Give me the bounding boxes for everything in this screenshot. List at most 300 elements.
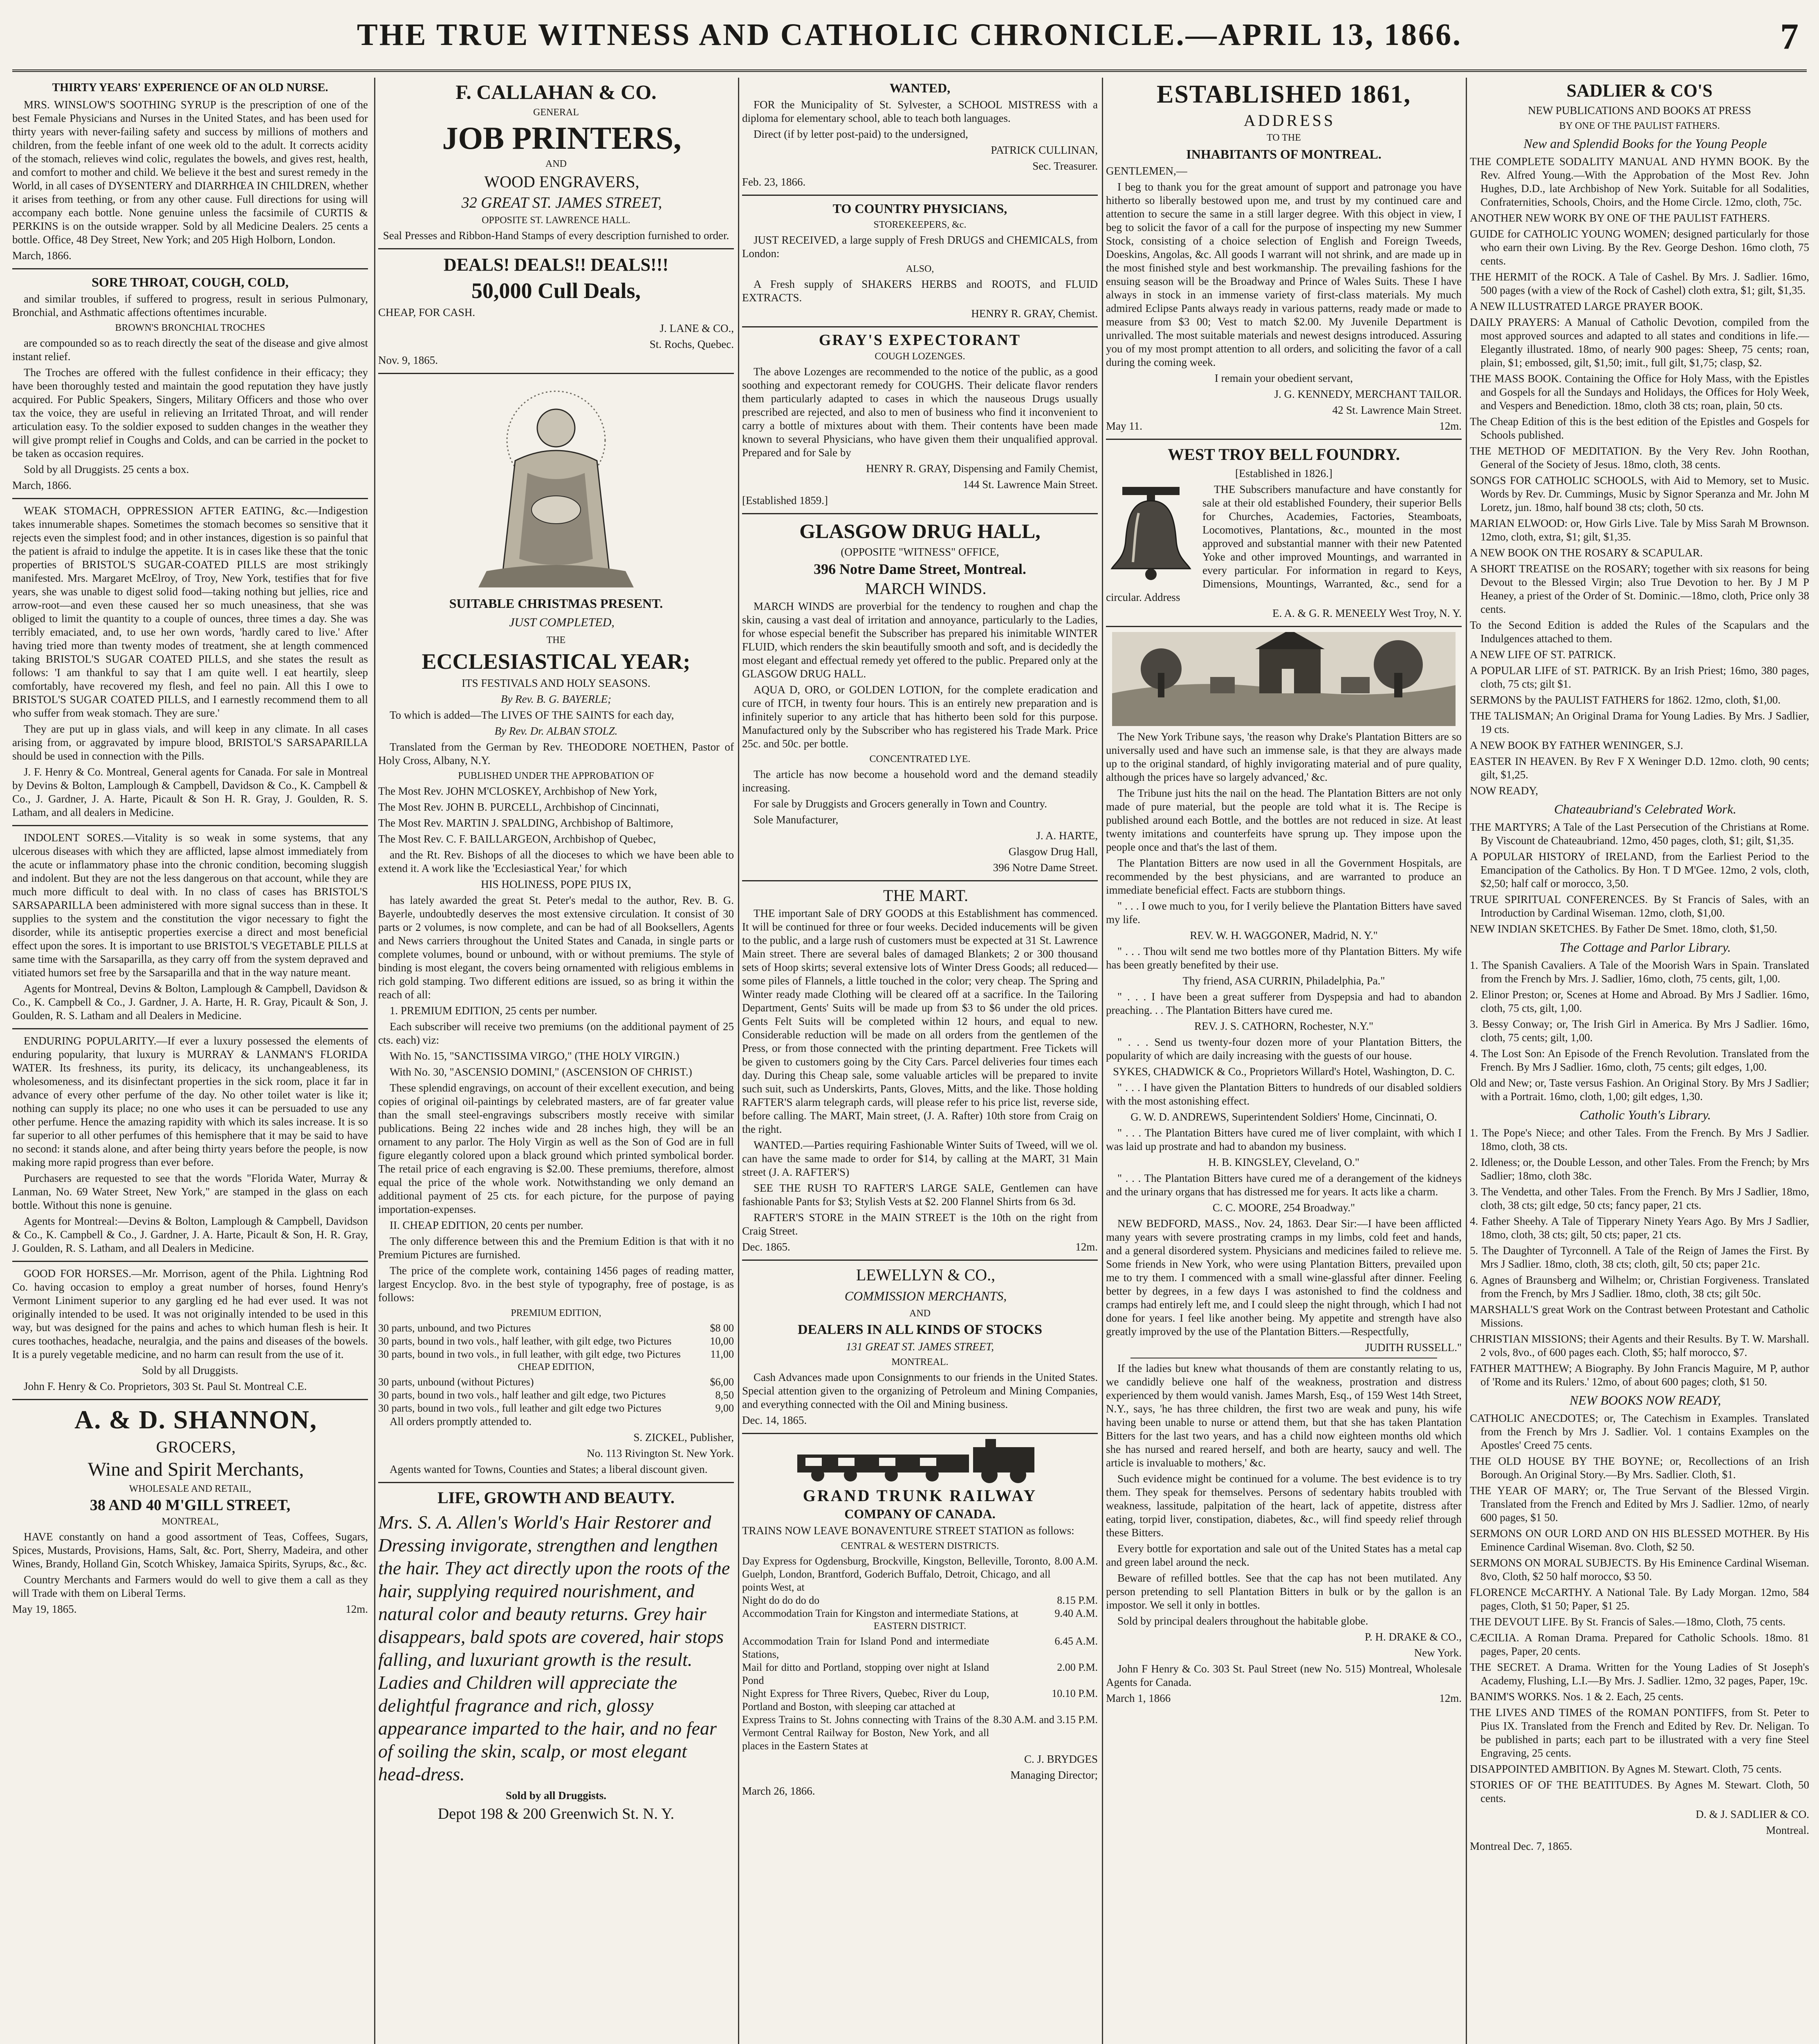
gtr-east-heading: EASTERN DISTRICT. [873, 1621, 967, 1632]
divider [378, 373, 734, 374]
table-row: 30 parts, unbound (without Pictures) $6,00 [378, 1376, 734, 1388]
table-row: Night do do do do 8.15 P.M. [742, 1594, 1098, 1606]
callahan-opposite: OPPOSITE ST. LAWRENCE HALL. [482, 215, 630, 226]
testimonial-5-signature: G. W. D. ANDREWS, Superintendent Soldiers' Home, Cincinnati, O. [1130, 1111, 1437, 1123]
divider [1106, 439, 1462, 440]
expectorant-title: GRAY'S EXPECTORANT [819, 332, 1021, 349]
callahan-address: 32 GREAT ST. JAMES STREET, [461, 194, 662, 211]
deals-cheap: CHEAP, FOR CASH. [378, 306, 475, 318]
sadlier-by: BY ONE OF THE PAULIST FATHERS. [1559, 121, 1720, 131]
book-listing: FLORENCE McCARTHY. A National Tale. By Lady Morgan. 12mo, 584 pages, Cloth, $1 50; Paper, $1 25. [1470, 1586, 1809, 1612]
troches-sold: Sold by all Druggists. 25 cents a box. [24, 463, 189, 475]
glasgow-address: 396 Notre Dame Street, Montreal. [814, 561, 1026, 577]
book-listing: To the Second Edition is added the Rules of the Scapulars and the Indulgences attached to them. [1470, 619, 1809, 645]
column-5 [1470, 78, 1809, 2044]
table-row: Accommodation Train for Kingston and intermediate Stations, at 9.40 A.M. [742, 1607, 1098, 1619]
horses-ad: GOOD FOR HORSES.—Mr. Morrison, agent of the Phila. Lightning Rod Co. having occasion to employ a great number of horses, found Henry's Vermont Liniment superior to any gargling ed he had ever used. It was not originally intended to be used. It was not originally intended to be used in this way, but was designed for the pains and aches to which human flesh is heir. It cures toothaches, headache, neuralgia, and the pains and diseases of the bowels. It is a purely vegetable medicine, and no harm can result from the use of it. [12, 1267, 368, 1360]
florida-water-note: Purchasers are requested to see that the words "Florida Water, Murray & Lanman, No. 69 Water Street, New York," are stamped in the glass on each bottle. Without this none is genuine. [12, 1172, 368, 1211]
deals-signature: J. LANE & CO., [659, 322, 734, 334]
sadlier-new: New and Splendid Books for the Young People [1523, 136, 1767, 151]
book-listing: TRUE SPIRITUAL CONFERENCES. By St Francis of Sales, with an Introduction by Cardinal Wiseman. 12mo, cloth, $1,00. [1470, 893, 1809, 919]
book-listing: ANOTHER NEW WORK BY ONE OF THE PAULIST FATHERS. [1470, 212, 1770, 224]
shannon-note: Country Merchants and Farmers would do well to give them a call as they will Trade with them on Liberal Terms. [12, 1573, 368, 1599]
book-listing: NOW READY, [1470, 784, 1539, 797]
table-row: Night Express for Three Rivers, Quebec, River du Loup, Portland and Boston, with sleeping car attached at 10.10 P.M. [742, 1688, 1098, 1712]
testimonial-5: " . . . I have given the Plantation Bitters to hundreds of our disabled soldiers with the most astonishing effect. [1106, 1081, 1462, 1107]
established-inhabitants: INHABITANTS OF MONTREAL. [1186, 147, 1382, 161]
book-listing: 6. Agnes of Braunsberg and Wilhelm; or, Christian Forgiveness. Translated from the French, by Mrs J Sadlier. 18mo, cloth, 38 cts; gilt 50c. [1470, 1274, 1809, 1300]
book-listing: SERMONS ON MORAL SUBJECTS. By His Eminence Cardinal Wiseman. 8vo, Cloth, $2 50 half morocco, $3 50. [1470, 1557, 1809, 1582]
divider [742, 1260, 1098, 1261]
year-completed: JUST COMPLETED, [509, 616, 615, 629]
edition-1c: With No. 15, "SANCTISSIMA VIRGO," (THE HOLY VIRGIN.) [390, 1050, 680, 1062]
mart-body: THE important Sale of DRY GOODS at this Establishment has commenced. It will be continued for three or four weeks. Decided inducements will be given to the public, and a large rush of customers must be expected at 31 St. Lawrence Main street. There are several bales of damaged Blankets; 2 or 300 thousand sets of Hoop skirts; several extensive lots of Winter Dress Goods; all reduced—some piles of Flannels, a little touched in the color; very cheap. The Spring and Winter ready made Clothing will be cleared off at a sacrifice. In the Tailoring Department, Gents' Suits will be made up from $3 to $6 under the old prices. Gents Felt Suits will be completed within 12 hours, and equal to new. Considerable reduction will be made on all orders from the gentlemen of the Press, or from those connected with the printing department. Free Tickets will be given to customers going by the City Cars. Parcel deliveries four times each day. During this Cheap sale, some valuable articles will be prepared to invite such suit, such as Underskirts, Pants, Gloves, Mitts, and the like. Those holding RAFTER'S alarm telegraph cards, will please refer to his price list, reverse side, before calling. The MART, Main street, (J. A. Rafter) 10th store from Craig on the right. [742, 907, 1098, 1135]
physicians-title: TO COUNTRY PHYSICIANS, [832, 201, 1007, 216]
table-row: 30 parts, bound in two vols., full leather and gilt edge two Pictures 9,00 [378, 1402, 734, 1414]
wanted-signature: PATRICK CULLINAN, [991, 144, 1098, 156]
divider [742, 195, 1098, 196]
wanted-signature-2: Sec. Treasurer. [1032, 160, 1098, 172]
ad-tag: 12m. [1075, 1241, 1098, 1253]
approbation-3: The Most Rev. MARTIN J. SPALDING, Archbishop of Baltimore, [378, 817, 673, 829]
book-listing: SERMONS by the PAULIST FATHERS for 1862. 12mo, cloth, $1,00. [1470, 694, 1781, 706]
book-listing: THE LIVES AND TIMES of the ROMAN PONTIFFS, from St. Peter to Pius IX. Translated from the French and Edited by Rev. Dr. Neligan. To be published in parts; each part to be illustrated with a very fine Steel Engraving, 25 cents. [1470, 1706, 1809, 1759]
expectorant-established: [Established 1859.] [742, 494, 828, 507]
deals-place: St. Rochs, Quebec. [649, 338, 734, 350]
table-row: 30 parts, unbound, and two Pictures $8 00 [378, 1322, 734, 1334]
glasgow-lye-body: The article has now become a household word and the demand steadily increasing. [742, 768, 1098, 794]
expectorant-address: 144 St. Lawrence Main Street. [963, 478, 1098, 491]
book-listing: 1. The Pope's Niece; and other Tales. From the French. By Mrs J Sadlier. 18mo, cloth, 38 cts. [1470, 1127, 1809, 1152]
ad-tag: 12m. [1439, 1692, 1462, 1704]
year-author2: By Rev. Dr. ALBAN STOLZ. [494, 725, 618, 737]
book-listing: 4. Father Sheehy. A Tale of Tipperary Ninety Years Ago. By Mrs J Sadlier, 18mo, cloth, 38 cts; gilt, 50 cts; paper, 21 cts. [1470, 1215, 1809, 1241]
price-table-cheap [378, 1376, 734, 1415]
book-listing: THE YEAR OF MARY; or, The True Servant of the Blessed Virgin. Translated from the French and Edited by Mrs J. Sadlier. 12mo, of nearly 600 pages, $1 50. [1470, 1484, 1809, 1524]
book-listing: THE HERMIT of the ROCK. A Tale of Cashel. By Mrs. J. Sadlier. 16mo, 500 pages (with a view of the Rock of Cashel) cloth extra, $1; gilt, $1,35. [1470, 271, 1809, 296]
shannon-address: 38 AND 40 M'GILL STREET, [90, 1497, 291, 1514]
bell-block [1106, 483, 1462, 607]
price-heading-2: CHEAP EDITION, [518, 1362, 594, 1372]
book-listing: CHRISTIAN MISSIONS; their Agents and their Results. By T. W. Marshall. 2 vols, 8vo., of 600 pages each. Cloth, $5; half morocco, $7. [1470, 1333, 1809, 1358]
divider [742, 880, 1098, 881]
bitters-body-2: The Tribune just hits the nail on the head. The Plantation Bitters are not only made of pure material, but the people are told what it is. The Recipe is published around each Bottle, and the bottles are not reduced in size. At least twenty imitations and counterfeits have sprung up. They impose upon the people once and that's the last of them. [1106, 787, 1462, 853]
book-listing: A NEW ILLUSTRATED LARGE PRAYER BOOK. [1470, 300, 1703, 312]
book-list-3 [1470, 959, 1809, 1103]
physicians-signature: HENRY R. GRAY, Chemist. [971, 307, 1098, 320]
book-listing: THE MASS BOOK. Containing the Office for Holy Mass, with the Epistles and Gospels for all the Sundays and Holidays, the Offices for Holy Week, and Vespers and Benediction. 18mo, cloth 38 cts; roan, plain, 50 cts. [1470, 372, 1809, 412]
divider [12, 498, 368, 499]
book-listing: CÆCILIA. A Roman Drama. Prepared for Catholic Schools. 18mo. 81 pages, Paper, 20 cents. [1470, 1632, 1809, 1657]
approbation-2: The Most Rev. JOHN B. PURCELL, Archbishop of Cincinnati, [378, 801, 659, 813]
book-listing: SERMONS ON OUR LORD AND ON HIS BLESSED MOTHER. By His Eminence Cardinal Wiseman. 8vo. Cloth, $2 50. [1470, 1527, 1809, 1553]
hair-restorer-ad: Mrs. S. A. Allen's World's Hair Restorer and Dressing invigorate, strengthen and lengthen the hair. They act directly upon the roots of the hair, supplying required nourishment, and natural color and beauty returns. Grey hair disappears, bald spots are covered, hair stops falling, and luxuriant growth is the result. Ladies and Children will appreciate the delightful fragrance and rich, glossy appearance imparted to the hair, and no fear of soiling the skin, scalp, or most elegant head-dress. [378, 1512, 730, 1784]
approbation-1: The Most Rev. JOHN M'CLOSKEY, Archbishop of New York, [378, 785, 657, 797]
page-number: 7 [1780, 16, 1799, 57]
book-listing: A POPULAR LIFE of ST. PATRICK. By an Irish Priest; 16mo, 380 pages, cloth, 75 cts; gilt $1. [1470, 664, 1809, 690]
table-row: 30 parts, bound in two vols., in full leather, with gilt edge, two Pictures 11,00 [378, 1348, 734, 1360]
table-row: Accommodation Train for Island Pond and intermediate Stations, 6.45 A.M. [742, 1635, 1098, 1660]
glasgow-aqua: AQUA D, ORO, or GOLDEN LOTION, for the complete eradication and cure of ITCH, in twenty four hours. This is an entirely new preparation and is infinitely superior to any article that has hitherto been sold for this purpose. Manufactured only by the Subscriber who has registered his Trade Mark. Price 25c. and 50c. per bottle. [742, 684, 1098, 750]
book-listing: DAILY PRAYERS: A Manual of Catholic Devotion, compiled from the most approved sources and adapted to all states and conditions in life.—Elegantly illustrated. 18mo, of nearly 900 pages: Sheep, 75 cents; roan, plain, $1; embossed, gilt, $1,50; imit., full gilt, $1,75; clasp, $2. [1470, 316, 1809, 369]
shannon-merchants: Wine and Spirit Merchants, [87, 1459, 304, 1480]
book-listing: THE COMPLETE SODALITY MANUAL AND HYMN BOOK. By the Rev. Alfred Young.—With the Approbation of the Most Rev. John Hughes, D.D., late Archbishop of New York. Suitable for all Sodalities, Confraternities, Schools, Choirs, and the Home Circle. 12mo, cloth, 75c. [1470, 155, 1809, 208]
column-4 [1106, 78, 1462, 2044]
locomotive-engraving [793, 1439, 1047, 1484]
ad-date: Feb. 23, 1866. [742, 176, 806, 188]
established-greeting: GENTLEMEN,— [1106, 165, 1187, 177]
glasgow-march: MARCH WINDS. [865, 579, 987, 598]
bitters-body-1: The New York Tribune says, 'the reason why Drake's Plantation Bitters are so universally used and have such an immense sale, is that they are always made up to the original standard, of highly invigorating material and of pure quality, although the prices have so largely advanced,' &c. [1106, 731, 1462, 783]
year-pius: HIS HOLINESS, POPE PIUS IX, [481, 878, 631, 890]
edition-1b: Each subscriber will receive two premiums (on the additional payment of 25 cts. each) viz: [378, 1020, 734, 1046]
glasgow-sale: For sale by Druggists and Grocers generally in Town and Country. [754, 798, 1047, 810]
glasgow-signature: J. A. HARTE, [1036, 829, 1098, 842]
established-body: I beg to thank you for the great amount of support and patronage you have hitherto so liberally bestowed upon me, and trust by my continued care and attention to secure the same in a still larger degree. With this object in view, I beg to solicit the favor of a call for the purpose of inspecting my new Summer Stock, consisting of a choice selection of English and Foreign Tweeds, Doeskins, Angolas, &c. All goods I warrant will not shrink, and are made up in the most finished style and best workmanship. The prevailing fashions for the ensuing season will be the Broadway and Prince of Wales Suits. These I have always in stock in an immense variety of first-class materials. My much admired Eclipse Pants always ready in various patterns, ready made or made to measure from $3 00; Vest to match $2.00. My Juvenile Department is unrivalled. The most suitable materials and newest designs introduced. Assuring you of my most prompt attention to all orders, and soliciting the favor of a call during the coming week. [1106, 181, 1462, 368]
indolent-sores-ad: INDOLENT SORES.—Vitality is so weak in some systems, that any ulcerous diseases with which they are afflicted, lapse almost immediately from the acute or inflammatory phase into the chronic condition, becoming sluggish and indolent. But they are not the less dangerous on that account, while they are much more difficult to deal with. In no class of cases has BRISTOL'S SARSAPARILLA been administered with more signal success than in these. It supplies to the system and the constitution the vigor necessary to fight the disorder, while its antiseptic properties exercise a direct and most beneficial effect upon the sores. It is important to use BRISTOL'S VEGETABLE PILLS at same time with the Sarsaparilla, as they carry off from the system depraved and vitiated humors set free by the Sarsaparilla and that in the way nature meant. [12, 831, 368, 979]
glasgow-signature-2: Glasgow Drug Hall, [1008, 845, 1098, 858]
masthead [12, 8, 1807, 72]
column-1 [12, 78, 368, 2044]
shannon-body: HAVE constantly on hand a good assortment of Teas, Coffees, Sugars, Spices, Mustards, Provisions, Hams, Salt, &c. Port, Sherry, Madeira, and other Wines, Brandy, Holland Gin, Scotch Whiskey, Jamaica Spirits, Syrups, &c., &c. [12, 1531, 368, 1570]
book-listing: DISAPPOINTED AMBITION. By Agnes M. Stewart. Cloth, 75 cents. [1470, 1763, 1782, 1775]
divider [742, 326, 1098, 327]
year-body-1: and the Rt. Rev. Bishops of all the dioceses to which we have been able to extend it. A work like the 'Ecclesiastical Year,' for which [378, 849, 734, 874]
edition-2: II. CHEAP EDITION, 20 cents per number. [390, 1219, 583, 1231]
book-list-5 [1470, 1412, 1809, 1805]
established-signature-2: 42 St. Lawrence Main Street. [1332, 404, 1462, 416]
callahan-job-printers: JOB PRINTERS, [442, 120, 682, 156]
testimonial-7: " . . . The Plantation Bitters have cured me of a derangement of the kidneys and the urinary organs that has distressed me for years. It acts like a charm. [1106, 1172, 1462, 1198]
lewellyn-and: AND [909, 1308, 931, 1319]
expectorant-sub: COUGH LOZENGES. [875, 351, 965, 362]
book-listing: 5. The Daughter of Tyrconnell. A Tale of the Reign of James the First. By Mrs J Sadlier. 18mo, cloth, 38 cts; cloth, gilt, 50 cts; paper 21c. [1470, 1244, 1809, 1270]
price-table-premium [378, 1322, 734, 1361]
bitters-body-6: Every bottle for exportation and sale out of the United States has a metal cap and green label around the neck. [1106, 1542, 1462, 1568]
year-body-4: The only difference between this and the Premium Edition is that with it no Premium Pictures are furnished. [378, 1235, 734, 1261]
wanted-title: WANTED, [889, 81, 951, 95]
ad-date: March, 1866. [12, 479, 72, 491]
column-rule [1466, 78, 1467, 2044]
bitters-signature: P. H. DRAKE & CO., [1364, 1631, 1462, 1643]
book-listing: MARIAN ELWOOD: or, How Girls Live. Tale by Miss Sarah M Brownson. 12mo, cloth, extra, $1; gilt, $1,35. [1470, 517, 1809, 543]
sadlier-city: Montreal. [1766, 1824, 1809, 1836]
ad-date: March 26, 1866. [742, 1785, 815, 1797]
divider [12, 268, 368, 269]
column-rule [738, 78, 739, 2044]
book-listing: STORIES OF OF THE BEATITUDES. By Agnes M. Stewart. Cloth, 50 cents. [1470, 1779, 1809, 1804]
gtr-signature: C. J. BRYDGES [1024, 1753, 1098, 1765]
bitters-letter-signature: JUDITH RUSSELL." [1365, 1341, 1462, 1354]
year-body-3: These splendid engravings, on account of their excellent execution, and being copies of original oil-paintings by celebrated masters, are of far greater value than the small steel-engravings subscribers mostly receive with similar publications. Being 22 inches wide and 28 inches high, they will be an ornament to any parlor. The Holy Virgin as well as the Son of God are in full figure elegantly colored upon a black ground which printed symbolical border. The retail price of each engraving is $2.00. These premiums, therefore, almost equal the price of the whole work. Notwithstanding we only demand an additional payment of 25 cts. for each picture, for the purpose of paying importation-expenses. [378, 1082, 734, 1215]
florida-water-agents: Agents for Montreal:—Devins & Bolton, Lamplough & Campbell, Davidson & Co., K. Campbell & Co., J. Gardner, J. A. Harte, Picault & Son, H. R. Gray, J. Goulden, R. S. Latham, and all Dealers in Medicine. [12, 1215, 368, 1254]
sadlier-sub: NEW PUBLICATIONS AND BOOKS AT PRESS [1528, 104, 1751, 117]
book-listing: MARSHALL'S great Work on the Contrast between Protestant and Catholic Missions. [1470, 1303, 1809, 1329]
ad-date: Montreal Dec. 7, 1865. [1470, 1840, 1572, 1852]
year-added: To which is added—The LIVES OF THE SAINTS for each day, [390, 709, 674, 721]
youth-heading: Catholic Youth's Library. [1579, 1107, 1711, 1122]
bitters-body-4: If the ladies but knew what thousands of them are constantly relating to us, we candidly believe one half of the weakness, prostration and distress experienced by them would vanish. James Marsh, Esq., of 159 West 14th Street, N.Y., says, 'he has three children, the first two are weak and puny, his wife having been unable to nurse or attend them, but that she has taken Plantation Bitters for the last two years, and has a child now eighteen months old which she has nursed and reared herself, and both are hearty, saucy and well. The article is invaluable to mothers,' &c. [1106, 1362, 1462, 1469]
established-remain: I remain your obedient servant, [1214, 372, 1353, 384]
troches-text-2: The Troches are offered with the fullest confidence in their efficacy; they have been thoroughly tested and maintain the good reputation they have justly acquired. For Public Speakers, Singers, Military Officers and those who over tax the voice, they are useful in relieving an Irritated Throat, and will render articulation easy. To the soldier exposed to sudden changes in the weather they will give prompt relief in Coughs and Colds, and can be carried in the pocket to be taken as occasion requires. [12, 366, 368, 459]
deals-title: DEALS! DEALS!! DEALS!!! [443, 255, 669, 275]
book-listing: THE OLD HOUSE BY THE BOYNE; or, Recollections of an Irish Borough. An Original Story.—By Mrs. Sadlier. Cloth, $1. [1470, 1455, 1809, 1481]
book-listing: THE MARTYRS; A Tale of the Last Persecution of the Christians at Rome. By Viscount de Chateaubriand. 12mo, 450 pages, cloth, $1; gilt, $1,35. [1470, 821, 1809, 847]
testimonial-4-signature: SYKES, CHADWICK & Co., Proprietors Willard's Hotel, Washington, D. C. [1112, 1065, 1455, 1078]
lewellyn-address: 131 GREAT ST. JAMES STREET, [846, 1340, 994, 1353]
ad-date: May 19, 1865. [12, 1603, 77, 1615]
wanted-direct: Direct (if by letter post-paid) to the undersigned, [754, 128, 968, 140]
book-listing: EASTER IN HEAVEN. By Rev F X Weninger D.D. 12mo. cloth, 90 cents; gilt, $1,25. [1470, 755, 1809, 781]
chateaubriand-heading: Chateaubriand's Celebrated Work. [1554, 802, 1736, 816]
ad-tag: 12m. [345, 1603, 368, 1615]
mart-rush: SEE THE RUSH TO RAFTER'S LARGE SALE, Gentlemen can have fashionable Pants for $3; Stylish Vests at $2. 200 Flannel Shirts from 6s 3d. [742, 1182, 1098, 1208]
physicians-body: JUST RECEIVED, a large supply of Fresh DRUGS and CHEMICALS, from London: [742, 234, 1098, 260]
established-title: ESTABLISHED 1861, [1156, 81, 1411, 108]
book-listing: 1. The Spanish Cavaliers. A Tale of the Moorish Wars in Spain. Translated from the French by Mrs. J. Sadlier, 16mo, cloth, 75 cents, gilt, 1,00. [1470, 959, 1809, 985]
year-approbation: PUBLISHED UNDER THE APPROBATION OF [458, 771, 654, 781]
year-subtitle: ITS FESTIVALS AND HOLY SEASONS. [462, 677, 650, 689]
deals-sub: 50,000 Cull Deals, [471, 278, 641, 303]
year-translation: Translated from the German by Rev. THEODORE NOETHEN, Pastor of Holy Cross, Albany, N.Y. [378, 741, 734, 766]
ad-date: Dec. 14, 1865. [742, 1414, 807, 1426]
bitters-body-7: Beware of refilled bottles. See that the cap has not been mutilated. Any person pretending to sell Plantation Bitters in bulk or by the gallon is an impostor. We sell it only in bottles. [1106, 1572, 1462, 1611]
glasgow-title: GLASGOW DRUG HALL, [799, 520, 1041, 542]
ad-date: March 1, 1866 [1106, 1692, 1171, 1704]
horses-sold: Sold by all Druggists. [142, 1364, 238, 1376]
publisher-address: No. 113 Rivington St. New York. [587, 1447, 734, 1459]
book-listing: A SHORT TREATISE on the ROSARY; together with six reasons for being Devout to the Blessed Virgin; also True Devotion to her. By J M P Heaney, a priest of the Order of St. Dominic.—18mo, cloth, Price only 38 cents. [1470, 563, 1809, 615]
henry-agents: J. F. Henry & Co. Montreal, General agents for Canada. For sale in Montreal by Devins & Bolton, Lamplough & Campbell, Davidson & Co., K. Campbell & Co., J. Gardner, J. A. Harte, Picault & Son H. R. Gray, J. Goulden, R. S. Latham, and all dealers in Medicine. [12, 766, 368, 818]
physicians-sub: STOREKEEPERS, &c. [873, 220, 967, 230]
sadlier-signature: D. & J. SADLIER & CO. [1696, 1808, 1809, 1820]
ad-date: March, 1866. [12, 249, 72, 262]
bitters-agent: John F Henry & Co. 303 St. Paul Street (new No. 515) Montreal, Wholesale Agents for Canada. [1106, 1663, 1462, 1688]
divider [1106, 626, 1462, 627]
book-listing: FATHER MATTHEW; A Biography. By John Francis Maguire, M P, author of 'Rome and its Rulers.' 12mo, of about 600 pages; cloth, $1 50. [1470, 1362, 1809, 1388]
lewellyn-sub: COMMISSION MERCHANTS, [844, 1289, 1007, 1303]
pills-text: They are put up in glass vials, and will keep in any climate. In all cases arising from, or aggravated by impure blood, BRISTOL'S SARSAPARILLA should be used in connection with the Pills. [12, 723, 368, 762]
testimonial-3-signature: REV. J. S. CATHORN, Rochester, N.Y." [1194, 1020, 1373, 1032]
divider [12, 1261, 368, 1262]
bitters-footer [1106, 1692, 1462, 1705]
book-listing: A POPULAR HISTORY of IRELAND, from the Earliest Period to the Emancipation of the Catholics. By Hon. T D M'Gee. 12mo, 2 vols, cloth, $2,50; half calf or morocco, 3,50. [1470, 850, 1809, 890]
book-listing: 2. Elinor Preston; or, Scenes at Home and Abroad. By Mrs J Sadlier. 16mo, cloth, 75 cts, gilt, 1,00. [1470, 988, 1809, 1014]
callahan-and: AND [545, 159, 567, 169]
lewellyn-dealers: DEALERS IN ALL KINDS OF STOCKS [797, 1322, 1043, 1337]
testimonial-7-signature: C. C. MOORE, 254 Broadway." [1212, 1201, 1355, 1214]
florida-water-ad: ENDURING POPULARITY.—If ever a luxury possessed the elements of enduring popularity, that luxury is MURRAY & LANMAN'S FLORIDA WATER. Its freshness, its purity, its delicacy, its unchangeableness, its wholesomeness, and its disinfectant properties in the sick room, place it far in advance of every other perfume of the day. No other toilet water is like it; nothing can supply its place; no one who uses it can be persuaded to use any other perfume. Hence the amazing rapidity with which its sales increase. It is so far superior to all other perfumes of this hemisphere that it may be said to have no second: it stands alone, and after being thirty years before the people, is now making more rapid progress than ever before. [12, 1035, 368, 1168]
sore-throat-heading: SORE THROAT, COUGH, COLD, [92, 275, 289, 289]
established-signature: J. G. KENNEDY, MERCHANT TAILOR. [1274, 388, 1462, 400]
shannon-city: MONTREAL, [161, 1516, 219, 1527]
lewellyn-city: MONTREAL. [891, 1357, 949, 1367]
divider [12, 1028, 368, 1029]
ad-date: Dec. 1865. [742, 1241, 790, 1253]
established-address: ADDRESS [1243, 111, 1336, 130]
glasgow-lye: CONCENTRATED LYE. [869, 754, 971, 764]
cottage-heading: The Cottage and Parlor Library. [1559, 940, 1731, 955]
gtr-sub: COMPANY OF CANADA. [844, 1506, 996, 1521]
mart-footer [742, 1240, 1098, 1254]
hair-title: LIFE, GROWTH AND BEAUTY. [437, 1488, 675, 1507]
book-list-1 [1470, 155, 1809, 798]
glasgow-signature-3: 396 Notre Dame Street. [993, 861, 1098, 874]
column-2 [378, 78, 734, 2044]
year-author: By Rev. B. G. BAYERLE; [500, 693, 612, 705]
soothing-syrup-ad: MRS. WINSLOW'S SOOTHING SYRUP is the prescription of one of the best Female Physicians and Nurses in the United States, and has been used for thirty years with never-failing safety and success by millions of mothers and children, from the feeble infant of one week old to the adult. It corrects acidity of the stomach, relieves wind colic, regulates the bowels, and gives rest, health, and comfort to mother and child. We believe it the best and surest remedy in the World, in all cases of DYSENTERY and DIARRHŒA IN CHILDREN, whether it arises from teething, or from any other cause. Full directions for using will accompany each bottle. None genuine unless the facsimile of CURTIS & PERKINS is on the outside wrapper. Sold by all Medicine Dealers. 25 cents a bottle. Office, 48 Dey Street, New York; and 205 High Holborn, London. [12, 99, 368, 246]
year-the: THE [546, 635, 566, 645]
sadlier-title: SADLIER & CO'S [1566, 81, 1713, 101]
book-listing: 2. Idleness; or, the Double Lesson, and other Tales. From the French; by Mrs Sadlier; 18mo, cloth 38c. [1470, 1156, 1809, 1182]
callahan-wood: WOOD ENGRAVERS, [484, 173, 639, 191]
book-list-4 [1470, 1126, 1809, 1389]
year-body-2: has lately awarded the great St. Peter's medal to the author, Rev. B. G. Bayerle, undoubtedly deserves the most extensive circulation. It consist of 30 parts or 2 volumes, is now complete, and can be had of all Booksellers, Agents and News carriers throughout the United States and Canada, in single parts or complete volumes, bound or unbound, with or without premiums. The style of binding is most elegant, the covers being ornamented with religious emblems in rich gold stamping. Two different editions are issued, so as bring it within the reach of all: [378, 894, 734, 1001]
book-listing: GUIDE for CATHOLIC YOUNG WOMEN; designed particularly for those who earn their own Living. By the Rev. George Deshon. 16mo cloth, 75 cents. [1470, 228, 1809, 267]
book-listing: A NEW BOOK BY FATHER WENINGER, S.J. [1470, 739, 1683, 751]
bell-body: THE Subscribers manufacture and have constantly for sale at their old established Foundery, their superior Bells for Churches, Academies, Factories, Steamboats, Locomotives, Plantations, &c., mounted in the most approved and substantial manner with their new Patented Yoke and other improved Mountings, and warranted in every particular. For information in regard to Keys, Dimensions, Mountings, Warranted, &c., send for a circular. Address [1106, 483, 1462, 603]
bell-signature: E. A. & G. R. MENEELY West Troy, N. Y. [1272, 607, 1462, 619]
divider [12, 825, 368, 826]
shannon-footer [12, 1602, 368, 1616]
price-heading-1: PREMIUM EDITION, [511, 1308, 601, 1318]
mart-title: THE MART. [883, 886, 968, 905]
nativity-engraving [462, 379, 650, 592]
lewellyn-title: LEWELLYN & CO., [856, 1266, 996, 1284]
bitters-body-5: Such evidence might be continued for a volume. The best evidence is to try them. They speak for themselves. Persons of sedentary habits troubled with weakness, lassitude, palpitation of the heart, lack of appetite, distress after eating, torpid liver, constipation, diabetes, &c., will find speedy relief through these Bitters. [1106, 1472, 1462, 1539]
bitters-signature-2: New York. [1414, 1647, 1462, 1659]
callahan-general: GENERAL [533, 107, 579, 118]
gtr-west-table [742, 1555, 1098, 1620]
new-books-heading: NEW BOOKS NOW READY, [1569, 1393, 1721, 1407]
testimonial-1: " . . . I owe much to you, for I verily believe the Plantation Bitters have saved my life. [1106, 900, 1462, 926]
book-listing: BANIM'S WORKS. Nos. 1 & 2. Each, 25 cents. [1470, 1690, 1684, 1703]
table-row: Day Express for Ogdensburg, Brockville, Kingston, Belleville, Toronto, Guelph, London, Brantford, Goderich Buffalo, Detroit, Chicago, and all points West, at 8.00 A.M. [742, 1555, 1098, 1593]
bell-title: WEST TROY BELL FOUNDRY. [1168, 445, 1400, 464]
testimonial-2-signature: Thy friend, ASA CURRIN, Philadelphia, Pa." [1182, 975, 1385, 987]
table-row: 30 parts, bound in two vols., half leather, with gilt edge, two Pictures 10,00 [378, 1335, 734, 1347]
nurse-heading: THIRTY YEARS' EXPERIENCE OF AN OLD NURSE. [52, 81, 328, 94]
testimonial-4: " . . . Send us twenty-four dozen more of your Plantation Bitters, the popularity of which are daily increasing with the guests of our house. [1106, 1036, 1462, 1062]
year-title: ECCLESIASTICAL YEAR; [422, 649, 691, 674]
glasgow-sole: Sole Manufacturer, [754, 814, 839, 826]
book-list-2 [1470, 820, 1809, 936]
book-listing: 4. The Lost Son: An Episode of the French Revolution. Translated from the French. By Mrs J Sadlier. 16mo, cloth, 75 cents; gilt edges, 1,00. [1470, 1047, 1809, 1073]
testimonial-2: " . . . Thou wilt send me two bottles more of thy Plantation Bitters. My wife has been greatly benefited by their use. [1106, 945, 1462, 971]
price-note: All orders promptly attended to. [390, 1415, 532, 1428]
gtr-title: GRAND TRUNK RAILWAY [803, 1486, 1037, 1505]
gtr-trains: TRAINS NOW LEAVE BONAVENTURE STREET STATION as follows: [742, 1524, 1074, 1537]
gtr-east-table [742, 1635, 1098, 1753]
testimonial-6: " . . . The Plantation Bitters have cured me of liver complaint, with which I was laid up prostrate and had to abandon my business. [1106, 1127, 1462, 1152]
book-listing: SONGS FOR CATHOLIC SCHOOLS, with Aid to Memory, set to Music. Words by Rev. Dr. Cummings, Music by Signor Speranza and Mr. John M Loretz, jun. 18mo, half bound 38 cts; cloth, 50 cts. [1470, 474, 1809, 513]
ad-date: May 11. [1106, 420, 1142, 432]
sore-throat-text: and similar troubles, if suffered to progress, result in serious Pulmonary, Bronchial, and Asthmatic affections oftentimes incurable. [12, 293, 368, 318]
approbation-4: The Most Rev. C. F. BAILLARGEON, Archbishop of Quebec, [378, 833, 656, 845]
divider [742, 513, 1098, 514]
publisher-signature: S. ZICKEL, Publisher, [633, 1431, 734, 1443]
table-row: Express Trains to St. Johns connecting with Trains of the Vermont Central Railway for Boston, New York, and all places in the Eastern States at 8.30 A.M. and 3.15 P.M. [742, 1714, 1098, 1752]
established-to: TO THE [1267, 132, 1301, 143]
established-footer [1106, 419, 1462, 433]
hair-depot: Depot 198 & 200 Greenwich St. N. Y. [437, 1805, 675, 1822]
book-listing: CATHOLIC ANECDOTES; or, The Catechism in Examples. Translated from the French by Mrs J. Sadlier. Vol. 1 contains Examples on the Apostles' Creed 75 cents. [1470, 1412, 1809, 1451]
edition-1d: With No. 30, "ASCENSIO DOMINI," (ASCENSION OF CHRIST.) [390, 1066, 692, 1078]
divider [742, 1433, 1098, 1434]
table-row: Mail for ditto and Portland, stopping over night at Island Pond 2.00 P.M. [742, 1661, 1098, 1686]
book-listing: THE SECRET. A Drama. Written for the Young Ladies of St Joseph's Academy, Flushing, L.I.—By Mrs. J. Sadlier. 12mo, 32 pages, Paper, 19c. [1470, 1661, 1809, 1687]
book-listing: THE TALISMAN; An Original Drama for Young Ladies. By Mrs. J Sadlier, 19 cts. [1470, 710, 1809, 735]
glasgow-body: MARCH WINDS are proverbial for the tendency to roughen and chap the skin, causing a vast deal of irritation and annoyance, particularly to the Ladies, for whose especial benefit the Subscriber has prepared his inimitable WINTER FLUID, which renders the skin beautifully smooth and soft, and is decidedly the most elegant and effectual remedy yet offered to the public. Prepared only at the GLASGOW DRUG HALL. [742, 600, 1098, 680]
glasgow-opposite: (OPPOSITE "WITNESS" OFFICE, [841, 546, 999, 558]
ad-tag: 12m. [1439, 420, 1462, 432]
shannon-wholesale: WHOLESALE AND RETAIL, [129, 1484, 251, 1494]
present-caption: SUITABLE CHRISTMAS PRESENT. [449, 596, 663, 611]
column-rule [1102, 78, 1103, 2044]
book-listing: A NEW LIFE OF ST. PATRICK. [1470, 648, 1616, 661]
edition-1: 1. PREMIUM EDITION, 25 cents per number. [390, 1004, 597, 1017]
divider [12, 1399, 368, 1400]
bitters-body-8: Sold by principal dealers throughout the habitable globe. [1117, 1615, 1368, 1627]
shannon-grocers: GROCERS, [156, 1438, 236, 1456]
book-listing: 3. The Vendetta, and other Tales. From the French. By Mrs J Sadlier, 18mo, cloth, 38 cts; gilt edge, 50 cts; fancy paper, 21 cts. [1470, 1186, 1809, 1211]
bitters-letter: NEW BEDFORD, MASS., Nov. 24, 1863. Dear Sir:—I have been afflicted many years with severe prostrating cramps in my limbs, cold feet and hands, and a general disordered system. Physicians and medicines failed to relieve me. Some friends in New York, who were using Plantation Bitters, prevailed upon me to try them. I commenced with a small wine-glassful after dinner. Feeling better by degrees, in a few days I was astonished to find the coldness and cramps had entirely left me, and I could sleep the night through, which I had not done for years. I feel like another being. My appetite and strength have also greatly improved by the use of the Plantation Bitters.—Respectfully, [1106, 1217, 1462, 1338]
book-listing: A NEW BOOK ON THE ROSARY & SCAPULAR. [1470, 547, 1703, 559]
hair-sold: Sold by all Druggists. [505, 1789, 607, 1802]
callahan-seal: Seal Presses and Ribbon-Hand Stamps of every description furnished to order. [383, 229, 729, 242]
wanted-body: FOR the Municipality of St. Sylvester, a SCHOOL MISTRESS with a diploma for elementary school, able to teach both languages. [742, 99, 1098, 124]
callahan-title: F. CALLAHAN & CO. [455, 81, 657, 103]
plantation-bitters-woodcut [1112, 632, 1456, 726]
newspaper-title: THE TRUE WITNESS AND CATHOLIC CHRONICLE.—APRIL 13, 1866. [357, 18, 1462, 52]
mart-wanted: WANTED.—Parties requiring Fashionable Winter Suits of Tweed, will we ol. can have the same made to order for $14, by calling at the MART, 31 Main street (J. A. RAFTER'S) [742, 1139, 1098, 1178]
year-body-5: The price of the complete work, containing 1456 pages of reading matter, largest Encyclop. 8vo. in the best style of typography, free of postage, is as follows: [378, 1264, 734, 1304]
bitters-body-3: The Plantation Bitters are now used in all the Government Hospitals, are recommended by the best physicians, and are warranted to produce an immediate beneficial effect. Facts are stubborn things. [1106, 857, 1462, 896]
physicians-body-2: A Fresh supply of SHAKERS HERBS and ROOTS, and FLUID EXTRACTS. [742, 278, 1098, 304]
weak-stomach-ad: WEAK STOMACH, OPPRESSION AFTER EATING, &c.—Indigestion takes innumerable shapes. Sometimes the stomach becomes so sensitive that it rejects even the simplest food; and in other instances, digestion is so painful that the patient is afraid to indulge the appetite. It is in cases like these that the tonic properties of BRISTOL'S SUGAR-COATED PILLS are most strikingly manifested. Mrs. Margaret McElroy, of Troy, New York, testifies that for five years, she was unable to digest solid food—taking nothing but jellies, rice and arrow-root—and even these caused her so much uneasiness, that she was obliged to limit the quantity to a couple of ounces, three times a day. She was terribly emaciated, and, to use her own words, 'hardly cared to live.' After having tried more than twenty modes of treatment, she at length commenced taking BRISTOL'S SUGAR COATED PILLS, and she states the result as follows: 'I am thankful to say that I am quite well. I eat heartily, sleep comfortably, have recovered my flesh, and feel no pain. All this I owe to BRISTOL'S SUGAR COATED PILLS, and I earnestly recommend them to all who suffer from weak stomach. They are sure.' [12, 504, 368, 719]
horses-agent: John F. Henry & Co. Proprietors, 303 St. Paul St. Montreal C.E. [24, 1380, 307, 1392]
table-row: 30 parts, bound in two vols., half leather and gilt edge, two Pictures 8,50 [378, 1389, 734, 1401]
divider [378, 248, 734, 249]
bell-established: [Established in 1826.] [1235, 467, 1332, 480]
mart-store: RAFTER'S STORE in the MAIN STREET is the 10th on the right from Craig Street. [742, 1211, 1098, 1237]
bell-icon [1106, 484, 1196, 583]
testimonial-6-signature: H. B. KINGSLEY, Cleveland, O." [1208, 1156, 1359, 1168]
column-3 [742, 78, 1098, 2044]
book-listing: THE METHOD OF MEDITATION. By the Very Rev. John Roothan, General of the Society of Jesus. 18mo, cloth, 38 cents. [1470, 445, 1809, 471]
montreal-agents: Agents for Montreal, Devins & Bolton, Lamplough & Campbell, Davidson & Co., K. Campbell & Co., J. Gardner, J. A. Harte, H. R. Gray, Picault & Son, J. Goulden, R. S. Latham and all Dealers in Medicine. [12, 982, 368, 1022]
expectorant-body: The above Lozenges are recommended to the notice of the public, as a good soothing and expectorant remedy for COUGHS. Their delicate flavor renders them particularly adapted to cases in which the nauseous Drugs usually prescribed are rejected, and also to men of business who find it inconvenient to carry a bottle of mixtures about with them. Their contents have been made known to several Physicians, who have given them their unqualified approval. Prepared and for Sale by [742, 365, 1098, 459]
book-listing: THE DEVOUT LIFE. By St. Francis of Sales.—18mo, Cloth, 75 cents. [1470, 1616, 1785, 1628]
gtr-west-heading: CENTRAL & WESTERN DISTRICTS. [841, 1541, 999, 1551]
physicians-also: ALSO, [906, 264, 934, 274]
book-listing: The Cheap Edition of this is the best edition of the Epistles and Gospels for Schools published. [1470, 415, 1809, 441]
divider [378, 1482, 734, 1483]
book-listing: Old and New; or, Taste versus Fashion. An Original Story. By Mrs J Sadlier; with a Portrait. 16mo, cloth, 1,00; gilt edges, 1,30. [1470, 1077, 1809, 1103]
book-listing: NEW INDIAN SKETCHES. By Father De Smet. 18mo, cloth, $1,50. [1470, 923, 1777, 935]
ad-date: Nov. 9, 1865. [378, 354, 438, 366]
lewellyn-body: Cash Advances made upon Consignments to our friends in the United States. Special attention given to the organizing of Petroleum and Mining Companies, and everything connected with the Oil and Mining business. [742, 1371, 1098, 1410]
agents-wanted: Agents wanted for Towns, Counties and States; a liberal discount given. [390, 1463, 708, 1475]
shannon-title: A. & D. SHANNON, [74, 1405, 317, 1434]
column-rule [374, 78, 375, 2044]
gtr-signature-2: Managing Director; [1010, 1769, 1098, 1781]
book-listing: 3. Bessy Conway; or, The Irish Girl in America. By Mrs J Sadlier. 16mo, cloth, 75 cents; gilt, 1,00. [1470, 1018, 1809, 1044]
troches-text-1: are compounded so as to reach directly the seat of the disease and give almost instant relief. [12, 337, 368, 363]
troches-heading: BROWN'S BRONCHIAL TROCHES [115, 323, 265, 333]
expectorant-signature: HENRY R. GRAY, Dispensing and Family Chemist, [866, 462, 1098, 475]
testimonial-3: " . . . I have been a great sufferer from Dyspepsia and had to abandon preaching. . . The Plantation Bitters have cured me. [1106, 991, 1462, 1016]
